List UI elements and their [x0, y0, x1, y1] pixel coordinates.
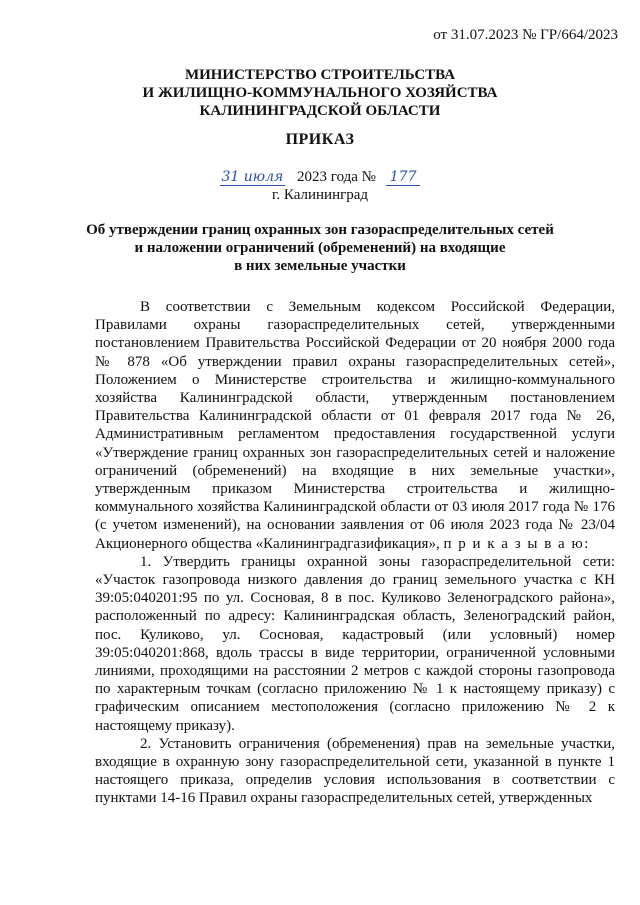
year-text: 2023 года № — [297, 169, 376, 185]
preamble-text: В соответствии с Земельным кодексом Российской Федерации, Правилами охраны газораспределительных сетей, утвержденными постановлением Правительства Российской Федерации от 20 ноября 2000 года № 878 «Об утверждении правил охраны газораспределительных сетей», Положением о Министерстве строительства и жилищно-коммунального хозяйства Калининградской области, утвержденным постановлением Правительства Калининградской области от 01 февраля 2017 года № 26, Административным регламентом предоставления государственной услуги «Утверждение границ охранных зон газораспределительных сетей и наложение ограничений (обременений) на входящие в них земельные участки», утвержденным приказом Министерства строительства и жилищно-коммунального хозяйства Калининградской области от 03 июля 2017 года № 176 (с учетом изменений), на основании заявления от 06 июля 2023 года № 23/04 Акционерного общества «Калининградгазификация», — [95, 299, 615, 552]
handwritten-number: 177 — [386, 169, 421, 186]
registration-number: от 31.07.2023 № ГР/664/2023 — [433, 27, 618, 43]
ministry-title — [0, 66, 640, 120]
document-subject — [0, 221, 640, 275]
order-word: п р и к а з ы в а ю: — [443, 535, 590, 552]
subject-line: и наложении ограничений (обременений) на входящие — [134, 240, 506, 256]
ministry-title-line: И ЖИЛИЩНО-КОММУНАЛЬНОГО ХОЗЯЙСТВА — [142, 85, 498, 101]
document-body — [95, 298, 615, 808]
date-line — [0, 169, 640, 186]
order-item-2: 2. Установить ограничения (обременения) прав на земельные участки, входящие в охранную зону газораспределительной сети, указанной в пункте 1 настоящего приказа, определив условия использования в соответствии с пунктами 14-16 Правил охраны газораспределительных сетей, утвержденных — [95, 735, 615, 807]
preamble-paragraph — [95, 298, 615, 553]
subject-line: в них земельные участки — [234, 258, 406, 274]
city: г. Калининград — [271, 187, 369, 203]
ministry-title-line: КАЛИНИНГРАДСКОЙ ОБЛАСТИ — [199, 103, 441, 119]
subject-line: Об утверждении границ охранных зон газораспределительных сетей — [86, 222, 554, 238]
ministry-title-line: МИНИСТЕРСТВО СТРОИТЕЛЬСТВА — [184, 67, 456, 83]
document-type: ПРИКАЗ — [285, 131, 355, 148]
order-item-1: 1. Утвердить границы охранной зоны газораспределительной сети: «Участок газопровода низкого давления до границ земельного участка с КН 39:05:040201:95 по ул. Сосновая, 8 в пос. Куликово Зеленоградского района», расположенный по адресу: Калининградская область, Зеленоградский район, пос. Куликово, ул. Сосновая, кадастровый (или условный) номер 39:05:040201:868, вдоль трассы в виде территории, ограниченной условными линиями, проходящими на расстоянии 2 метров с каждой стороны газопровода по характерным точкам (согласно приложению № 1 к настоящему приказу) с графическим описанием местоположения (согласно приложению № 2 к настоящему приказу). — [95, 553, 615, 734]
handwritten-date: 31 июля — [221, 169, 284, 185]
